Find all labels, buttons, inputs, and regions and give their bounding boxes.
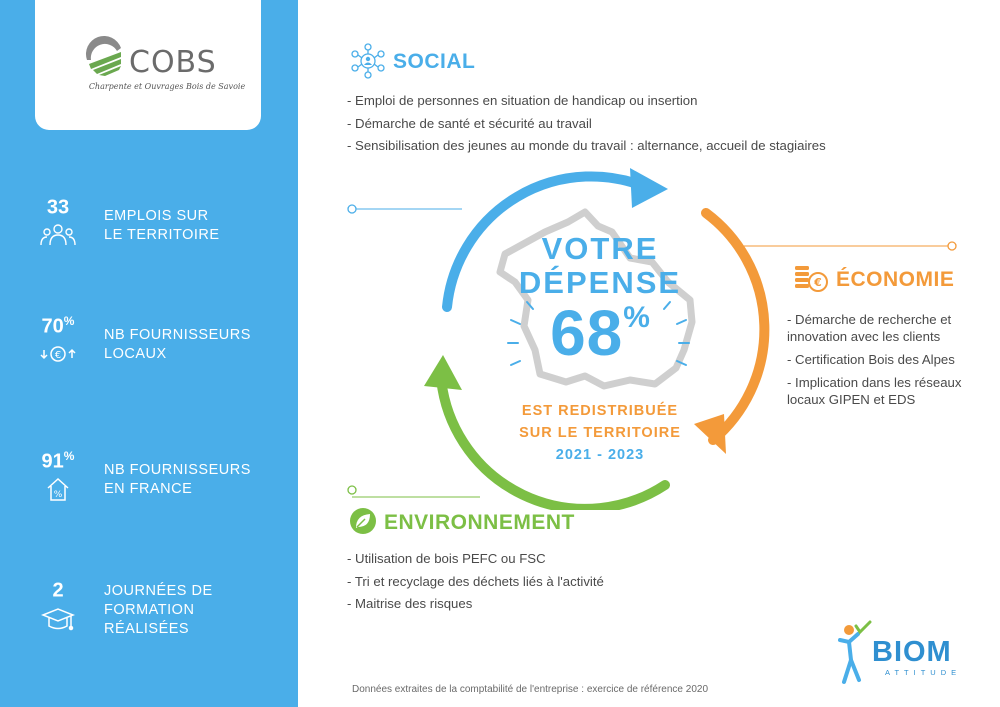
stat-value: 33 <box>46 196 70 219</box>
stat-formation <box>0 578 298 648</box>
list-item: - Maitrise des risques <box>347 596 473 611</box>
list-item: - Sensibilisation des jeunes au monde du travail : alternance, accueil de stagiaires <box>347 138 826 153</box>
list-item: - Tri et recyclage des déchets liés à l'activité <box>347 573 604 589</box>
stat-label: JOURNÉES DE FORMATION RÉALISÉES <box>104 583 213 637</box>
list-item: - Implication dans les réseaux locaux GIPEN et EDS <box>787 375 962 407</box>
svg-text:€: € <box>814 276 822 289</box>
center-heading <box>500 232 700 300</box>
list-item: - Démarche de recherche et innovation avec les clients <box>787 312 952 344</box>
biom-sub: ATTITUDE <box>885 668 962 677</box>
network-icon <box>350 43 386 79</box>
list-item: - Utilisation de bois PEFC ou FSC <box>347 551 546 566</box>
social-title: SOCIAL <box>393 50 476 73</box>
environnement-list <box>347 548 604 616</box>
economie-arc <box>706 213 764 440</box>
graduation-cap-icon <box>40 606 76 636</box>
biom-person-icon <box>834 620 876 686</box>
logo-tagline: Charpente et Ouvrages Bois de Savoie <box>88 82 246 91</box>
stat-value: 91% <box>41 449 75 473</box>
stat-value: 2 <box>52 579 64 602</box>
social-list <box>347 90 826 158</box>
center-line-redistribuee: EST REDISTRIBUÉE <box>521 403 679 419</box>
footer-note: Données extraites de la comptabilité de l'entreprise : exercice de référence 2020 <box>352 684 709 695</box>
stat-fournisseurs-locaux <box>0 314 298 384</box>
biom-name: BIOM <box>872 636 952 668</box>
leaf-icon <box>348 506 378 536</box>
list-item: - Emploi de personnes en situation de handicap ou insertion <box>347 93 698 108</box>
center-line-depense: DÉPENSE <box>518 265 682 300</box>
stat-fournisseurs-france <box>0 449 298 519</box>
svg-text:%: % <box>53 490 63 500</box>
logo-card <box>35 0 261 130</box>
house-percent-icon <box>40 477 76 501</box>
percent-value: 68 <box>550 297 624 369</box>
list-item: - Certification Bois des Alpes <box>787 352 955 367</box>
stat-label: EMPLOIS SUR LE TERRITOIRE <box>104 208 220 243</box>
stat-label: NB FOURNISSEURS LOCAUX <box>104 327 251 362</box>
people-icon <box>40 223 76 247</box>
svg-text:€: € <box>54 350 62 361</box>
euro-exchange-icon <box>40 342 76 366</box>
sidebar <box>0 0 298 707</box>
center-line-votre: VOTRE <box>541 231 659 266</box>
stat-value: 70% <box>41 314 75 338</box>
stat-label: NB FOURNISSEURS EN FRANCE <box>104 462 251 497</box>
logo-text: COBS <box>129 45 217 80</box>
list-item: - Démarche de santé et sécurité au travail <box>347 115 592 131</box>
percent-sign: % <box>623 301 650 334</box>
environnement-title: ENVIRONNEMENT <box>384 511 575 534</box>
center-caption <box>490 400 710 466</box>
center-period: 2021 - 2023 <box>555 447 645 463</box>
cobs-logo-icon <box>83 34 127 78</box>
center-percent <box>520 296 680 370</box>
stat-emplois <box>0 195 298 265</box>
economie-title: ÉCONOMIE <box>836 268 955 291</box>
center-line-territoire: SUR LE TERRITOIRE <box>519 425 681 441</box>
